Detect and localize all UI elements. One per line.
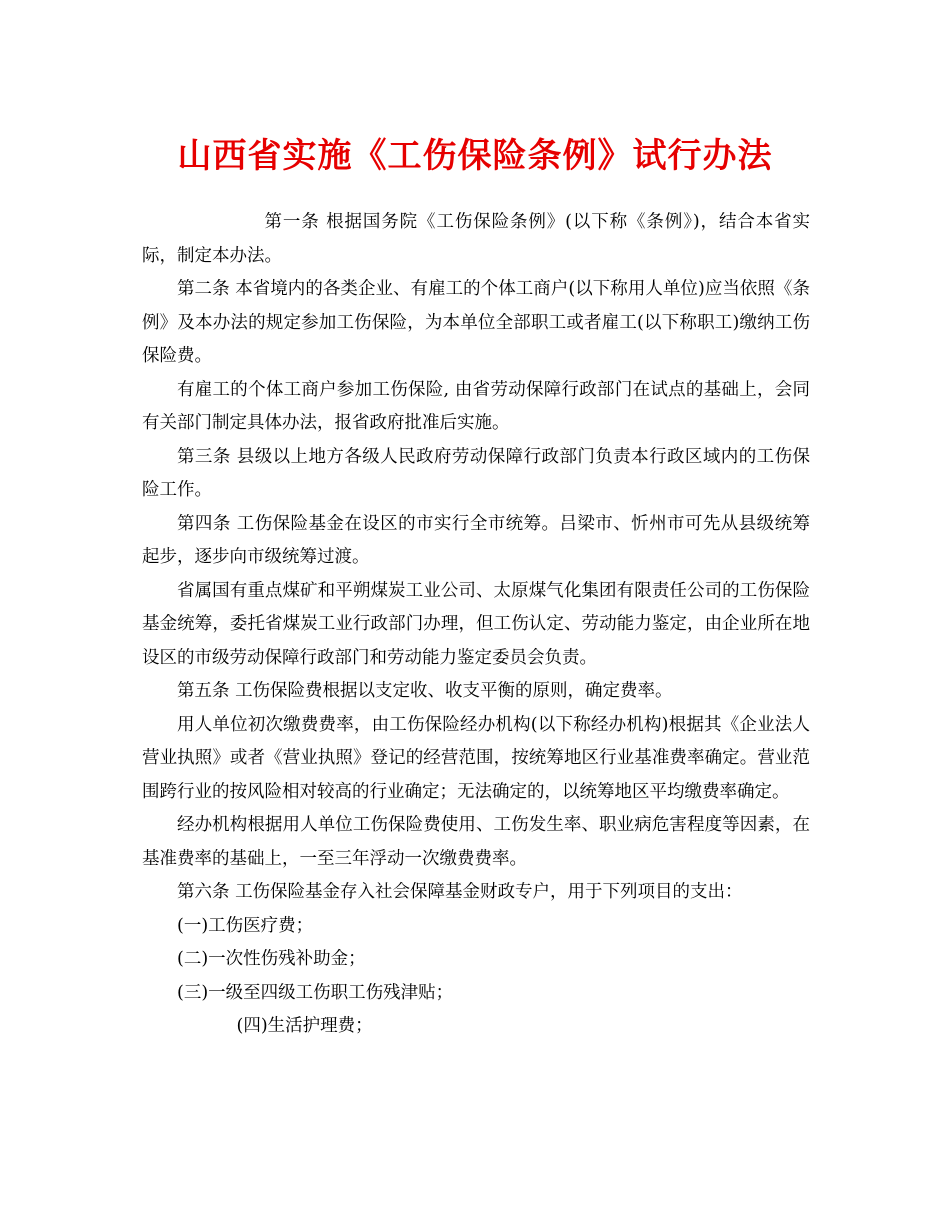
list-item: (二)一次性伤残补助金；	[177, 949, 366, 969]
article-2: 第二条 本省境内的各类企业、有雇工的个体工商户(以下称用人单位)应当依照《条例》及本办法的规定参加工伤保险，为本单位全部职工或者雇工(以下称职工)缴纳工伤保险费。	[142, 279, 810, 366]
list-item: (四)生活护理费；	[236, 1016, 373, 1036]
document-title: 山西省实施《工伤保险条例》试行办法	[177, 136, 773, 176]
article-4-paragraph-2: 省属国有重点煤矿和平朔煤炭工业公司、太原煤气化集团有限责任公司的工伤保险基金统筹，委托省煤炭工业行政部门办理，但工伤认定、劳动能力鉴定，由企业所在地设区的市级劳动保障行政部门和劳动能力鉴定委员会负责。	[142, 580, 810, 668]
article-5-paragraph-3: 经办机构根据用人单位工伤保险费使用、工伤发生率、职业病危害程度等因素，在基准费率的基础上，一至三年浮动一次缴费费率。	[142, 815, 810, 869]
document-body	[142, 206, 810, 1044]
list-item: (一)工伤医疗费；	[177, 915, 314, 936]
article-6: 第六条 工伤保险基金存入社会保障基金财政专户，用于下列项目的支出：	[177, 882, 743, 902]
list-item: (三)一级至四级工伤职工伤残津贴；	[177, 982, 454, 1003]
article-5-paragraph-2: 用人单位初次缴费费率，由工伤保险经办机构(以下称经办机构)根据其《企业法人营业执照》或者《营业执照》登记的经营范围，按统筹地区行业基准费率确定。营业范围跨行业的按风险相对较高的行业确定；无法确定的，以统筹地区平均缴费率确定。	[142, 714, 810, 802]
article-1: 第一条 根据国务院《工伤保险条例》(以下称《条例》)，结合本省实际，制定本办法。	[142, 212, 810, 266]
article-5: 第五条 工伤保险费根据以支定收、收支平衡的原则，确定费率。	[177, 681, 673, 701]
article-4: 第四条 工伤保险基金在设区的市实行全市统筹。吕梁市、忻州市可先从县级统筹起步，逐步向市级统筹过渡。	[142, 513, 810, 567]
article-3: 第三条 县级以上地方各级人民政府劳动保障行政部门负责本行政区域内的工伤保险工作。	[142, 446, 810, 500]
article-2-paragraph-2: 有雇工的个体工商户参加工伤保险, 由省劳动保障行政部门在试点的基础上，会同有关部门制定具体办法，报省政府批准后实施。	[142, 379, 810, 433]
